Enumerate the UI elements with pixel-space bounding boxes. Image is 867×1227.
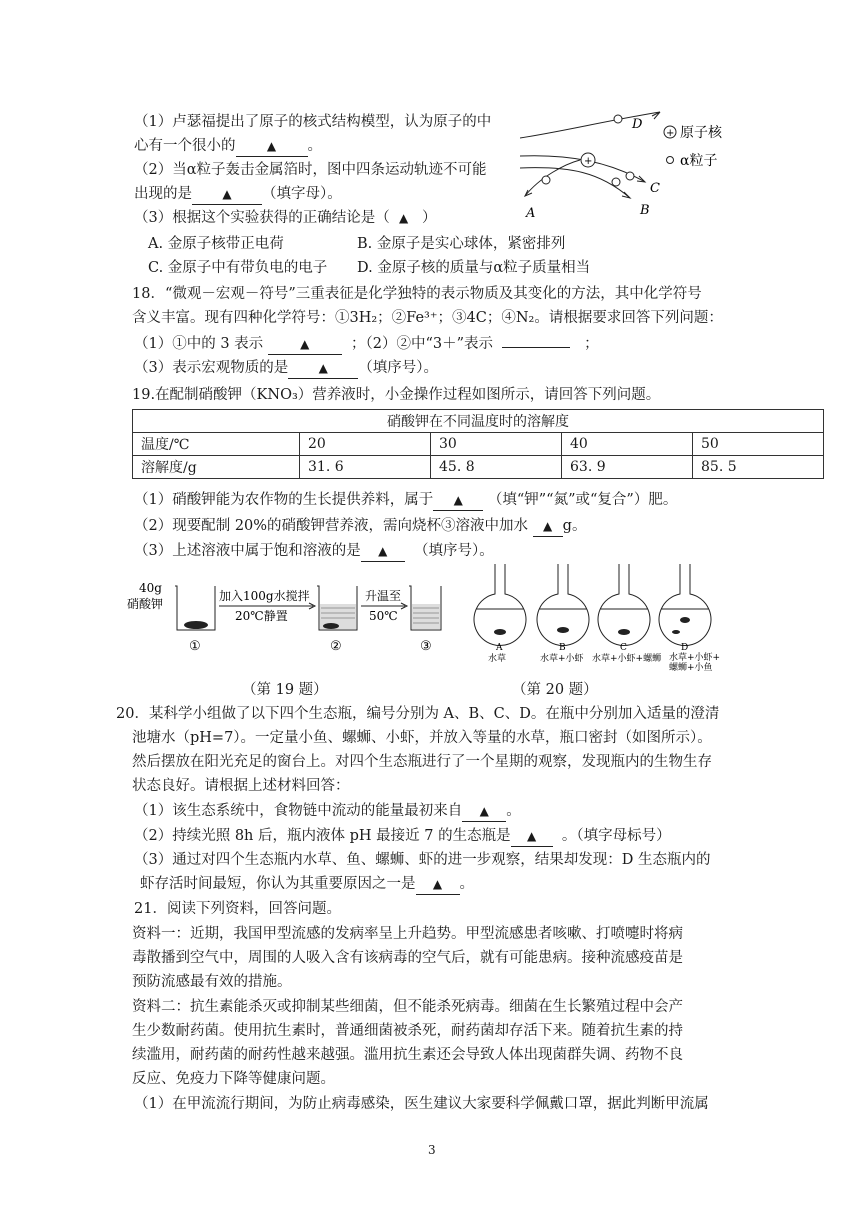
- legend-nucleus-label: 原子核: [680, 125, 722, 141]
- answer-blank[interactable]: ▲: [433, 490, 483, 511]
- q17-line-1: （1）卢瑟福提出了原子的核式结构模型，认为原子的中: [134, 114, 492, 130]
- q21-line-5: 资料二：抗生素能杀灭或抑制某些细菌，但不能杀死病毒。细菌在生长繁殖过程中会产: [132, 999, 683, 1015]
- answer-blank[interactable]: ▲: [236, 136, 308, 157]
- q20-line-4: 状态良好。请根据上述材料回答：: [132, 778, 350, 794]
- answer-mark[interactable]: ▲: [398, 211, 409, 225]
- arrow-1-label: 加入100g水搅拌: [219, 589, 310, 603]
- beaker-figure: [125, 568, 445, 658]
- eco-bottle-figure: [470, 562, 720, 672]
- q19-answer-3: （3）上述溶液中属于饱和溶液的是 ▲ （填序号）。: [134, 541, 494, 562]
- kno3-label: 硝酸钾: [127, 597, 164, 611]
- rutherford-diagram: [520, 102, 730, 226]
- answer-blank[interactable]: [502, 347, 570, 348]
- flask-b-icon: [537, 564, 589, 646]
- answer-blank[interactable]: ▲: [192, 184, 262, 205]
- svg-text:C: C: [620, 643, 627, 653]
- svg-text:水草+小虾+: 水草+小虾+: [669, 653, 720, 663]
- q20-line-3: 然后摆放在阳光充足的窗台上。对四个生态瓶进行了一个星期的观察，发现瓶内的生物生存: [132, 754, 712, 770]
- q17-option-c: C. 金原子中有带负电的电子: [148, 260, 328, 276]
- q21-line-6: 生少数耐药菌。使用抗生素时，普通细菌被杀死，耐药菌却存活下来。随着抗生素的持: [132, 1023, 683, 1039]
- q20-line-2: 池塘水（pH=7）。一定量小鱼、螺蛳、小虾，并放入等量的水草，瓶口密封（如图所示）。: [132, 730, 712, 746]
- svg-text:D: D: [681, 643, 689, 653]
- trajectory-a: [525, 160, 580, 196]
- alpha-particle-icon: [542, 176, 550, 184]
- q19-answer-1: （1）硝酸钾能为农作物的生长提供养料，属于 ▲ （填“钾”“氮”或“复合”）肥。: [134, 490, 677, 511]
- svg-text:50℃: 50℃: [369, 609, 398, 623]
- alpha-particle-icon: [614, 115, 622, 123]
- label-b: B: [640, 203, 650, 218]
- alpha-particle-icon: [626, 172, 634, 180]
- q20-answer-2: （2）持续光照 8h 后，瓶内液体 pH 最接近 7 的生态瓶是 ▲ 。（填字母标号）: [134, 826, 671, 847]
- svg-text:B: B: [559, 643, 566, 653]
- answer-blank[interactable]: ▲: [268, 334, 342, 355]
- q17-option-d: D. 金原子核的质量与α粒子质量相当: [357, 260, 591, 276]
- q21-line-8: 反应、免疫力下降等健康问题。: [132, 1071, 335, 1087]
- page-number: 3: [428, 1143, 436, 1157]
- fig20-caption: （第 20 题）: [512, 682, 598, 698]
- q17-line-3: （2）当α粒子轰击金属箔时，图中四条运动轨迹不可能: [134, 162, 487, 178]
- table-row: 温度/℃ 20 30 40 50: [133, 433, 824, 456]
- q19-answer-2: （2）现要配制 20%的硝酸钾营养液，需向烧杯③溶液中加水 ▲ g。: [134, 516, 586, 537]
- q21-line-2: 资料一：近期，我国甲型流感的发病率呈上升趋势。甲型流感患者咳嗽、打喷嚏时将病: [132, 926, 683, 942]
- answer-blank[interactable]: ▲: [361, 541, 405, 562]
- legend-alpha-icon: [667, 157, 674, 164]
- q17-option-a: A. 金原子核带正电荷: [148, 236, 284, 252]
- q21-line-9: （1）在甲流流行期间，为防止病毒感染，医生建议大家要科学佩戴口罩，据此判断甲流属: [134, 1096, 709, 1112]
- svg-text:水草: 水草: [488, 654, 507, 664]
- table-row: 溶解度/g 31. 6 45. 8 63. 9 85. 5: [133, 456, 824, 479]
- alpha-particle-icon: [612, 178, 620, 186]
- solubility-table: [132, 409, 824, 479]
- fig19-caption: （第 19 题）: [242, 682, 328, 698]
- arrow-2-label: 升温至: [365, 589, 402, 603]
- q19-line-1: 19.在配制硝酸钾（KNO₃）营养液时，小金操作过程如图所示，请回答下列问题。: [132, 387, 661, 403]
- q21-line-3: 毒散播到空气中，周围的人吸入含有该病毒的空气后，就有可能患病。接种流感疫苗是: [132, 950, 683, 966]
- q21-line-4: 预防流感最有效的措施。: [132, 974, 292, 990]
- q20-answer-3-cont: 虾存活时间最短，你认为其重要原因之一是 ▲ 。: [140, 874, 474, 895]
- table-caption: 硝酸钾在不同温度时的溶解度: [133, 410, 824, 433]
- answer-blank[interactable]: ▲: [462, 801, 506, 822]
- svg-text:螺蛳+小鱼: 螺蛳+小鱼: [669, 663, 713, 672]
- q20-answer-1: （1）该生态系统中，食物链中流动的能量最初来自 ▲ 。: [134, 801, 521, 822]
- label-a: A: [526, 206, 536, 221]
- svg-text:水草+小虾+螺蛳: 水草+小虾+螺蛳: [592, 654, 662, 664]
- answer-blank[interactable]: ▲: [416, 874, 460, 895]
- svg-text:②: ②: [330, 639, 342, 654]
- flask-d-icon: [659, 564, 711, 646]
- svg-text:③: ③: [420, 639, 432, 654]
- svg-text:①: ①: [189, 639, 201, 654]
- legend-alpha-label: α粒子: [680, 153, 718, 169]
- svg-text:20℃静置: 20℃静置: [235, 609, 288, 623]
- svg-text:A: A: [496, 643, 503, 653]
- q21-line-7: 续滥用，耐药菌的耐药性越来越强。滥用抗生素还会导致人体出现菌群失调、药物不良: [132, 1047, 683, 1063]
- svg-text:+: +: [584, 156, 593, 167]
- q20-answer-3: （3）通过对四个生态瓶内水草、鱼、螺蛳、虾的进一步观察，结果却发现：D 生态瓶内的: [134, 852, 711, 868]
- q18-line-1: 18．“微观－宏观－符号”三重表征是化学独特的表示物质及其变化的方法，其中化学符号: [132, 286, 702, 302]
- answer-blank[interactable]: ▲: [533, 516, 563, 537]
- answer-blank[interactable]: ▲: [288, 358, 358, 379]
- kno3-mass-label: 40g: [139, 581, 162, 595]
- q18-line-2: 含义丰富。现有四种化学符号：①3H₂；②Fe³⁺；③4C；④N₂。请根据要求回答下列问题：: [132, 310, 723, 326]
- q18-line-3: （1）①中的 3 表示 ▲ ；（2）②中“3＋”表示 ；: [134, 334, 599, 355]
- q21-line-1: 21．阅读下列资料，回答问题。: [134, 901, 341, 917]
- svg-text:水草+小虾: 水草+小虾: [540, 654, 584, 664]
- svg-text:+: +: [666, 128, 675, 139]
- label-d: D: [632, 117, 643, 132]
- q17-line-2: 心有一个很小的 ▲ 。: [134, 136, 322, 157]
- q20-line-1: 20．某科学小组做了以下四个生态瓶，编号分别为 A、B、C、D。在瓶中分别加入适量的澄清: [116, 706, 720, 722]
- q17-option-b: B. 金原子是实心球体，紧密排列: [357, 236, 566, 252]
- q17-line-5: （3）根据这个实验获得的正确结论是（ ▲ ）: [134, 210, 437, 226]
- answer-blank[interactable]: ▲: [511, 826, 553, 847]
- label-c: C: [650, 181, 660, 196]
- q17-line-4: 出现的是 ▲ （填字母）。: [134, 184, 342, 205]
- q18-line-4: （3）表示宏观物质的是 ▲ （填序号）。: [134, 358, 438, 379]
